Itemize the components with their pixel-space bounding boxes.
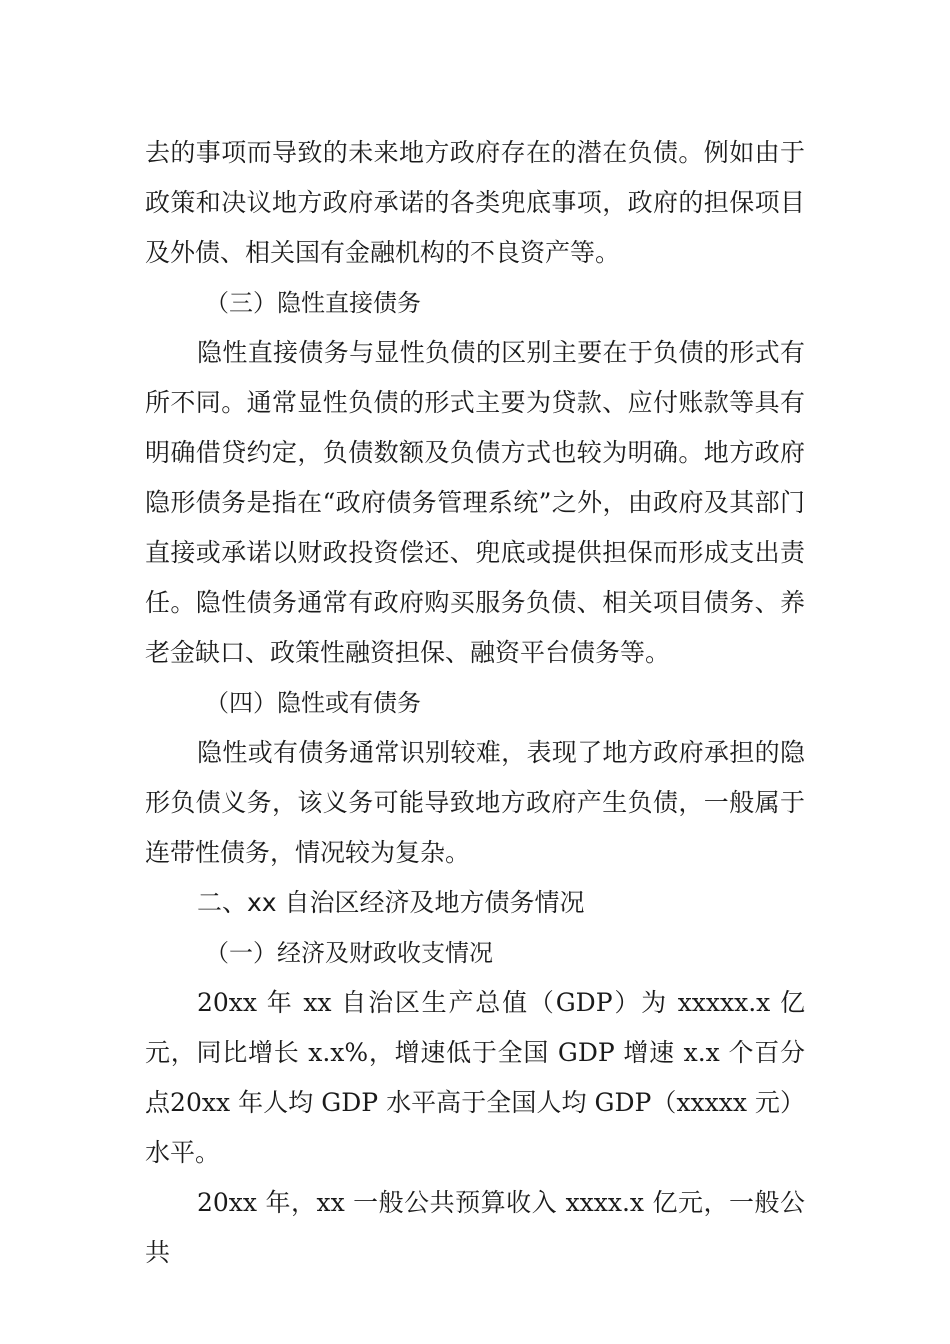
paragraph-implicit-direct-debt: 隐性直接债务与显性负债的区别主要在于负债的形式有所不同。通常显性负债的形式主要为贷款、应付账款等具有明确借贷约定，负债数额及负债方式也较为明确。地方政府隐形债务是指在“政府债务管理系统”之外，由政府及其部门直接或承诺以财政投资偿还、兜底或提供担保而形成支出责任。隐性债务通常有政府购买服务负债、相关项目债务、养老金缺口、政策性融资担保、融资平台债务等。 (145, 338, 805, 667)
heading-section-two: 二、xx 自治区经济及地方债务情况 (197, 888, 585, 917)
paragraph-gdp: 20xx 年 xx 自治区生产总值（GDP）为 xxxxx.x 亿元，同比增长 x.x%，增速低于全国 GDP 增速 x.x 个百分点20xx 年人均 GDP 水平高于全国人均 GDP（xxxxx 元）水平。 (145, 988, 805, 1167)
paragraph-budget-revenue: 20xx 年，xx 一般公共预算收入 xxxx.x 亿元，一般公共 (145, 1188, 805, 1267)
heading-implicit-direct-debt: （三）隐性直接债务 (205, 289, 421, 317)
heading-economy-fiscal: （一）经济及财政收支情况 (205, 939, 493, 967)
heading-implicit-contingent-debt: （四）隐性或有债务 (205, 689, 421, 717)
document-page (145, 128, 805, 1278)
paragraph-contingent-liabilities-continued: 去的事项而导致的未来地方政府存在的潜在负债。例如由于政策和决议地方政府承诺的各类兜底事项，政府的担保项目及外债、相关国有金融机构的不良资产等。 (145, 138, 805, 267)
paragraph-implicit-contingent-debt: 隐性或有债务通常识别较难，表现了地方政府承担的隐形负债义务，该义务可能导致地方政府产生负债，一般属于连带性债务，情况较为复杂。 (145, 738, 805, 867)
